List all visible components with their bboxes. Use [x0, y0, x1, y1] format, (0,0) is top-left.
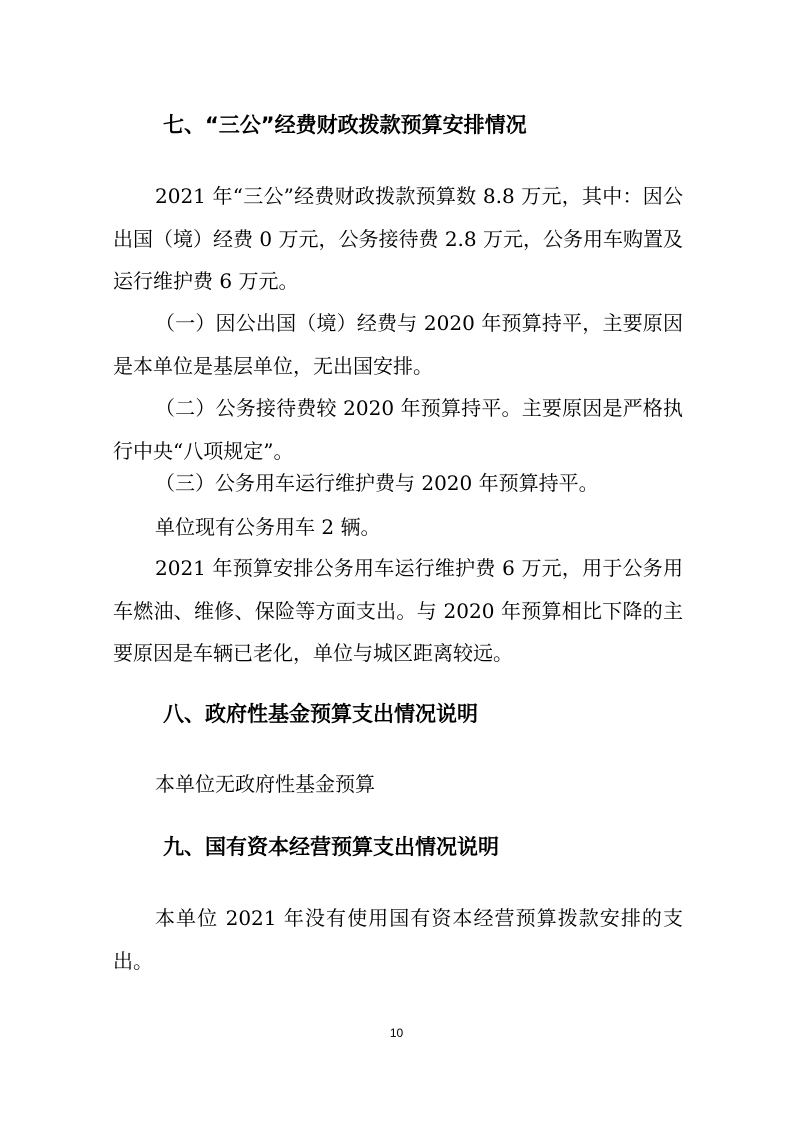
section-7-paragraph-2: （一）因公出国（境）经费与 2020 年预算持平，主要原因是本单位是基层单位，无出国安排。	[113, 311, 683, 378]
section-9-paragraph-1: 本单位 2021 年没有使用国有资本经营预算拨款安排的支出。	[113, 906, 683, 973]
section-7-paragraph-1: 2021 年“三公”经费财政拨款预算数 8.8 万元，其中：因公出国（境）经费 0 万元，公务接待费 2.8 万元，公务用车购置及运行维护费 6 万元。	[113, 184, 683, 293]
section-7-paragraph-3: （二）公务接待费较 2020 年预算持平。主要原因是严格执行中央“八项规定”。	[113, 396, 683, 463]
section-7-paragraph-5: 单位现有公务用车 2 辆。	[155, 515, 381, 539]
section-7-paragraph-4: （三）公务用车运行维护费与 2020 年预算持平。	[155, 471, 599, 495]
section-9-heading: 九、国有资本经营预算支出情况说明	[163, 835, 499, 859]
section-8-paragraph-1: 本单位无政府性基金预算	[155, 772, 375, 796]
section-7-paragraph-6: 2021 年预算安排公务用车运行维护费 6 万元，用于公务用车燃油、维修、保险等方面支出。与 2020 年预算相比下降的主要原因是车辆已老化，单位与城区距离较远。	[113, 556, 683, 665]
section-7-heading: 七、“三公”经费财政拨款预算安排情况	[163, 113, 527, 137]
section-8-heading: 八、政府性基金预算支出情况说明	[163, 702, 478, 726]
page-number: 10	[389, 1026, 404, 1040]
